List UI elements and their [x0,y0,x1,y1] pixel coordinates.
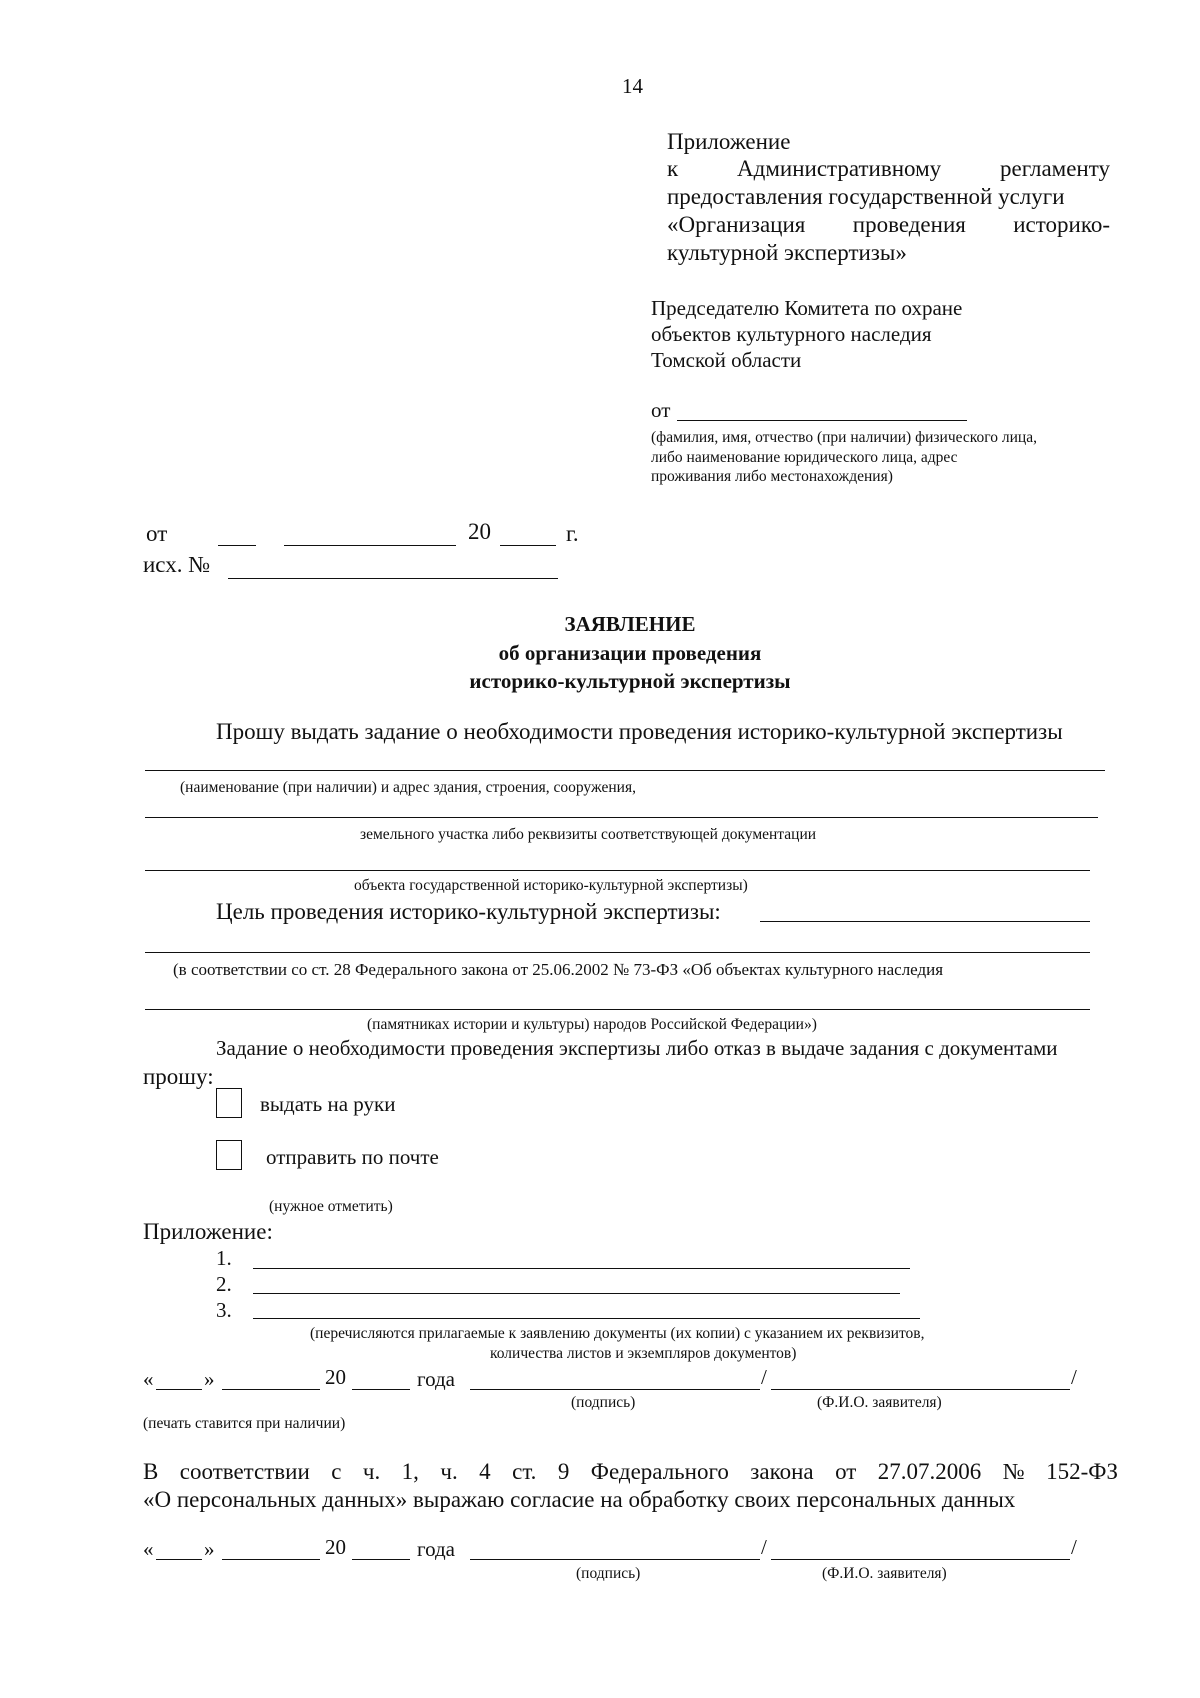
sig2-year-word: года [417,1537,455,1561]
title-line-3: историко-культурной экспертизы [469,669,791,693]
outgoing-number-field[interactable] [228,578,558,579]
sig2-slash-1: / [761,1535,767,1559]
hint-land: земельного участка либо реквизиты соответствующей документации [360,826,817,843]
consent-line-2: «О персональных данных» выражаю согласие на обработку своих персональных данных [143,1487,1016,1512]
sig-quote-open: « [143,1367,154,1391]
attachment-number-1: 1. [216,1246,232,1270]
hint-law-1: (в соответствии со ст. 28 Федерального закона от 25.06.2002 № 73-ФЗ «Об объектах культурного наследия [173,960,944,979]
addressee-line-1: Председателю Комитета по охране [651,296,963,320]
appendix-line-2: к Административному регламенту [667,156,1110,181]
object-field[interactable] [145,870,1090,871]
delivery-text-cont: прошу: [143,1064,214,1089]
purpose-field[interactable] [760,921,1090,922]
delivery-text: Задание о необходимости проведения экспертизы либо отказ в выдаче задания с документами [216,1036,1058,1060]
addressee-hint-3: проживания либо местонахождения) [651,468,893,485]
consent-line-1: В соответствии с ч. 1, ч. 4 ст. 9 Федерального закона от 27.07.2006 № 152-ФЗ [143,1459,1118,1484]
sig-year-prefix: 20 [325,1365,346,1389]
object-name-field[interactable] [145,770,1105,771]
hint2-signature: (подпись) [576,1565,641,1582]
sig-month-field[interactable] [222,1389,320,1390]
option-hand-label: выдать на руки [260,1092,396,1116]
sig-name-field[interactable] [771,1389,1070,1390]
addressee-from-field[interactable] [677,420,967,421]
hint2-name: (Ф.И.О. заявителя) [822,1565,947,1582]
date-year-prefix: 20 [468,519,491,544]
sig-quote-close: » [204,1367,215,1391]
option-hand-checkbox[interactable] [216,1088,242,1118]
hint-attach-1: (перечисляются прилагаемые к заявлению документы (их копии) с указанием их реквизитов, [310,1325,925,1342]
land-field[interactable] [145,817,1098,818]
hint-mark: (нужное отметить) [269,1198,393,1215]
purpose-label: Цель проведения историко-культурной экспертизы: [216,899,721,924]
hint-seal: (печать ставится при наличии) [143,1415,346,1432]
purpose-field-3[interactable] [145,1009,1090,1010]
hint-object-name: (наименование (при наличии) и адрес здания, строения, сооружения, [180,779,636,796]
sig2-quote-open: « [143,1537,154,1561]
sig-day-field[interactable] [156,1389,202,1390]
hint-name: (Ф.И.О. заявителя) [817,1394,942,1411]
date-month-field[interactable] [284,545,456,546]
sig2-quote-close: » [204,1537,215,1561]
sig-slash-2: / [1071,1365,1077,1389]
sig2-month-field[interactable] [222,1559,320,1560]
addressee-hint-1: (фамилия, имя, отчество (при наличии) физического лица, [651,429,1037,446]
attachment-field-2[interactable] [253,1293,900,1294]
option-mail-checkbox[interactable] [216,1140,242,1170]
appendix-line-3: предоставления государственной услуги [667,184,1065,209]
purpose-field-2[interactable] [145,952,1090,953]
sig2-day-field[interactable] [156,1559,202,1560]
hint-object: объекта государственной историко-культурной экспертизы) [354,877,748,894]
option-mail-label: отправить по почте [266,1145,439,1169]
title-line-1: ЗАЯВЛЕНИЕ [564,612,696,636]
sig2-year-prefix: 20 [325,1535,346,1559]
appendix-line-1: Приложение [667,129,791,154]
attachment-field-3[interactable] [253,1318,920,1319]
addressee-from-label: от [651,398,671,422]
attachment-number-3: 3. [216,1298,232,1322]
attachments-label: Приложение: [143,1219,273,1244]
date-from-label: от [146,521,168,546]
date-year-field[interactable] [500,545,556,546]
sig-signature-field[interactable] [470,1389,760,1390]
addressee-line-2: объектов культурного наследия [651,322,932,346]
appendix-line-5: культурной экспертизы» [667,240,907,265]
title-line-2: об организации проведения [498,641,762,665]
sig-slash-1: / [761,1365,767,1389]
appendix-line-4: «Организация проведения историко- [667,212,1110,237]
sig2-signature-field[interactable] [470,1559,760,1560]
attachment-number-2: 2. [216,1272,232,1296]
attachment-field-1[interactable] [253,1268,910,1269]
sig-year-field[interactable] [352,1389,410,1390]
sig2-name-field[interactable] [771,1559,1070,1560]
page-number: 14 [622,74,643,98]
sig-year-word: года [417,1367,455,1391]
hint-attach-2: количества листов и экземпляров документов) [490,1345,797,1362]
request-text: Прошу выдать задание о необходимости проведения историко-культурной экспертизы [216,719,1063,744]
hint-signature: (подпись) [571,1394,636,1411]
outgoing-number-label: исх. № [143,552,211,577]
sig2-year-field[interactable] [352,1559,410,1560]
hint-law-2: (памятниках истории и культуры) народов Российской Федерации») [367,1016,817,1033]
addressee-hint-2: либо наименование юридического лица, адрес [651,449,958,466]
date-year-suffix: г. [566,521,579,546]
date-day-field[interactable] [218,545,256,546]
addressee-line-3: Томской области [651,348,802,372]
sig2-slash-2: / [1071,1535,1077,1559]
